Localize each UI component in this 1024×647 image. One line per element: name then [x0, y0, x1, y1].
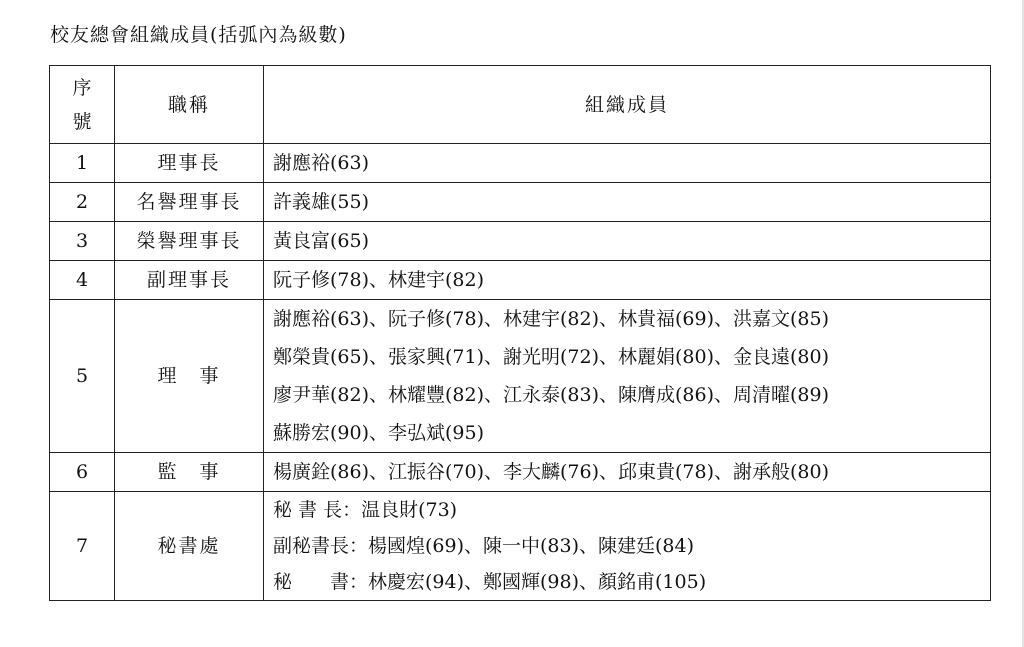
- header-no: [50, 66, 115, 144]
- secretariat-role: 秘 書：: [273, 571, 369, 593]
- row-number: 2: [50, 183, 115, 222]
- member-line: 楊廣銓(86)、江振谷(70)、李大麟(76)、邱東貴(78)、謝承般(80): [273, 461, 830, 483]
- table-row: [50, 261, 991, 300]
- row-members: [264, 144, 991, 183]
- member-line: 謝應裕(63): [273, 152, 370, 174]
- row-members: [264, 492, 991, 601]
- table-row: [50, 222, 991, 261]
- header-members: 組織成員: [264, 66, 991, 144]
- header-title: [115, 66, 264, 144]
- row-number: 4: [50, 261, 115, 300]
- row-members: [264, 453, 991, 492]
- row-members: [264, 300, 991, 453]
- secretariat-role: 秘 書 長：: [273, 499, 362, 521]
- member-line: 許義雄(55): [273, 191, 370, 213]
- secretariat-names: 楊國煌(69)、陳一中(83)、陳建廷(84): [368, 535, 695, 557]
- secretariat-line: [273, 528, 990, 564]
- row-title: 理事長: [115, 144, 264, 183]
- roster-table: [49, 65, 991, 601]
- row-title: 秘書處: [115, 492, 264, 601]
- secretariat-names: 林慶宏(94)、鄭國輝(98)、顏銘甫(105): [368, 571, 707, 593]
- row-title: 榮譽理事長: [115, 222, 264, 261]
- member-line: 阮子修(78)、林建宇(82): [273, 269, 485, 291]
- secretariat-line: [273, 564, 990, 600]
- row-number: 7: [50, 492, 115, 601]
- row-title: 名譽理事長: [115, 183, 264, 222]
- header-no-line2: 號: [72, 110, 92, 133]
- row-members: [264, 222, 991, 261]
- table-row: [50, 453, 991, 492]
- header-no-line1: 序: [72, 76, 92, 99]
- member-line: 蘇勝宏(90)、李弘斌(95): [273, 422, 485, 444]
- secretariat-role: 副秘書長：: [273, 535, 369, 557]
- table-row: [50, 300, 991, 453]
- row-title: 理 事: [115, 300, 264, 453]
- row-members: [264, 261, 991, 300]
- row-members: [264, 183, 991, 222]
- table-row: [50, 144, 991, 183]
- secretariat-line: [273, 492, 990, 528]
- row-title: 監 事: [115, 453, 264, 492]
- table-row: [50, 183, 991, 222]
- row-number: 1: [50, 144, 115, 183]
- row-number: 5: [50, 300, 115, 453]
- table-row: [50, 492, 991, 601]
- member-line: 謝應裕(63)、阮子修(78)、林建宇(82)、林貴福(69)、洪嘉文(85): [273, 308, 830, 330]
- row-number: 6: [50, 453, 115, 492]
- member-line: 黃良富(65): [273, 230, 370, 252]
- row-title: 副理事長: [115, 261, 264, 300]
- document-title: 校友總會組織成員(括弧內為級數): [50, 24, 347, 46]
- member-line: 鄭榮貴(65)、張家興(71)、謝光明(72)、林麗娟(80)、金良遠(80): [273, 346, 830, 368]
- table-header-row: [50, 66, 991, 144]
- header-title-text: 職稱: [167, 93, 210, 116]
- row-number: 3: [50, 222, 115, 261]
- member-line: 廖尹華(82)、林耀豐(82)、江永泰(83)、陳膺成(86)、周清曜(89): [273, 384, 830, 406]
- secretariat-names: 温良財(73): [361, 499, 458, 521]
